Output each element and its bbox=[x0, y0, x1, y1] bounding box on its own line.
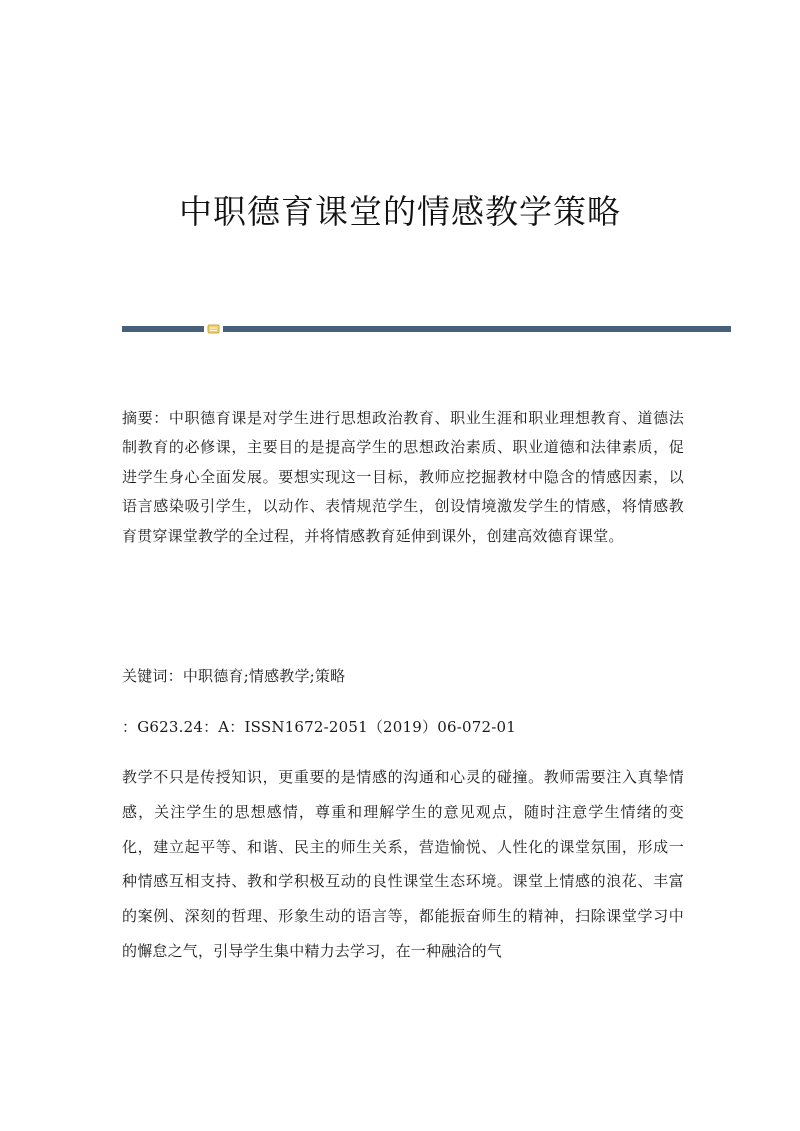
intro-paragraph: 教学不只是传授知识，更重要的是情感的沟通和心灵的碰撞。教师需要注入真挚情感，关注学生的思想感情，尊重和理解学生的意见观点，随时注意学生情绪的变化，建立起平等、和谐、民主的师生关系，营造愉悦、人性化的课堂氛围，形成一种情感互相支持、教和学积极互动的良性课堂生态环境。课堂上情感的浪花、丰富的案例、深刻的哲理、形象生动的语言等，都能振奋师生的精神，扫除课堂学习中的懈怠之气，引导学生集中精力去学习，在一种融洽的气 bbox=[122, 768, 684, 960]
keywords-label: 关键词： bbox=[122, 667, 183, 685]
abstract-label: 摘要： bbox=[122, 409, 169, 427]
divider-bar-right bbox=[223, 326, 731, 332]
keywords-paragraph bbox=[122, 662, 684, 691]
divider-ornament-icon bbox=[207, 323, 220, 335]
ornament-body bbox=[208, 325, 219, 333]
title-divider bbox=[122, 326, 731, 334]
abstract-text: 中职德育课是对学生进行思想政治教育、职业生涯和职业理想教育、道德法制教育的必修课，主要目的是提高学生的思想政治素质、职业道德和法律素质，促进学生身心全面发展。要想实现这一目标，教师应挖掘教材中隐含的情感因素，以语言感染吸引学生，以动作、表情规范学生，创设情境激发学生的情感，将情感教育贯穿课堂教学的全过程，并将情感教育延伸到课外，创建高效德育课堂。 bbox=[122, 409, 684, 545]
classification-line: ：G623.24：A：ISSN1672-2051（2019）06-072-01 bbox=[122, 718, 516, 736]
document-title: 中职德育课堂的情感教学策略 bbox=[179, 192, 621, 231]
divider-bar-left bbox=[122, 326, 204, 332]
keywords-text: 中职德育;情感教学;策略 bbox=[182, 667, 346, 685]
abstract-paragraph bbox=[122, 404, 684, 551]
